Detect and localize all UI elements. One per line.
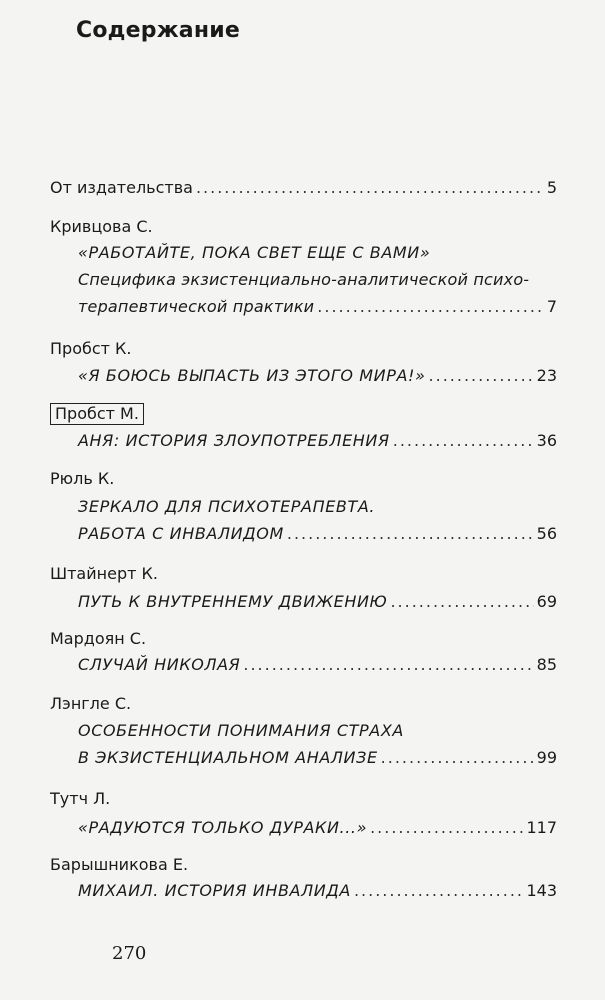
entry-title: терапевтической практики <box>78 297 315 316</box>
page-number: 69 <box>536 592 557 611</box>
toc-entry-ruhl[interactable] <box>78 524 557 544</box>
author-name: Тутч Л. <box>50 789 111 808</box>
entry-title: АНЯ: ИСТОРИЯ ЗЛОУПОТРЕБЛЕНИЯ <box>78 431 390 450</box>
toc-author <box>50 694 131 714</box>
entry-title: «РАДУЮТСЯ ТОЛЬКО ДУРАКИ...» <box>78 818 368 837</box>
toc-title-line <box>78 497 375 517</box>
leader-dots <box>393 431 534 451</box>
page-number: 7 <box>546 297 557 316</box>
toc-entry-steinert[interactable] <box>78 592 557 612</box>
page-number-folio: 270 <box>112 943 147 964</box>
toc-entry-langle[interactable] <box>78 748 557 768</box>
entry-title: ОСОБЕННОСТИ ПОНИМАНИЯ СТРАХА <box>78 721 404 740</box>
entry-title: В ЭКЗИСТЕНЦИАЛЬНОМ АНАЛИЗЕ <box>78 748 378 767</box>
toc-title-line <box>78 270 529 290</box>
toc-author <box>50 855 188 875</box>
toc-entry-krivtsova[interactable] <box>78 297 557 317</box>
author-name: Рюль К. <box>50 469 115 488</box>
entry-title: МИХАИЛ. ИСТОРИЯ ИНВАЛИДА <box>78 881 351 900</box>
author-name: Барышникова Е. <box>50 855 189 874</box>
author-name: Кривцова С. <box>50 217 153 236</box>
toc-entry-tutsch[interactable] <box>78 818 557 838</box>
entry-title: «РАБОТАЙТЕ, ПОКА СВЕТ ЕЩЕ С ВАМИ» <box>78 243 431 262</box>
entry-title: «Я БОЮСЬ ВЫПАСТЬ ИЗ ЭТОГО МИРА!» <box>78 366 426 385</box>
author-name: Пробст М. <box>50 403 144 425</box>
leader-dots <box>196 178 544 198</box>
toc-author <box>50 564 158 584</box>
leader-dots <box>287 524 534 544</box>
page-number: 117 <box>526 818 557 837</box>
toc-entry-publisher[interactable] <box>50 178 557 198</box>
entry-title: Специфика экзистенциально-аналитической психо- <box>78 270 530 289</box>
leader-dots <box>243 655 533 675</box>
toc-author <box>55 403 144 425</box>
leader-dots <box>317 297 544 317</box>
toc-title-line <box>78 721 404 741</box>
leader-dots <box>370 818 523 838</box>
page-number: 99 <box>536 748 557 767</box>
toc-entry-baryshnikova[interactable] <box>78 881 557 901</box>
author-name: Лэнгле С. <box>50 694 132 713</box>
page-number: 23 <box>536 366 557 385</box>
page-title: Содержание <box>76 18 240 43</box>
leader-dots <box>354 881 524 901</box>
author-name: Штайнерт К. <box>50 564 158 583</box>
leader-dots <box>429 366 534 386</box>
author-name: Пробст К. <box>50 339 132 358</box>
toc-author <box>50 339 132 359</box>
toc-entry-probst-k[interactable] <box>78 366 557 386</box>
page-number: 85 <box>536 655 557 674</box>
toc-author <box>50 789 110 809</box>
page-number: 36 <box>536 431 557 450</box>
leader-dots <box>381 748 534 768</box>
toc-title-line <box>78 243 430 263</box>
toc-author <box>50 217 153 237</box>
entry-title: СЛУЧАЙ НИКОЛАЯ <box>78 655 241 674</box>
toc-author <box>50 469 114 489</box>
author-name: Мардоян С. <box>50 629 147 648</box>
toc-entry-mardoyan[interactable] <box>78 655 557 675</box>
leader-dots <box>390 592 533 612</box>
entry-title: ЗЕРКАЛО ДЛЯ ПСИХОТЕРАПЕВТА. <box>78 497 376 516</box>
toc-author <box>50 629 146 649</box>
entry-title: От издательства <box>50 178 193 197</box>
toc-entry-probst-m[interactable] <box>78 431 557 451</box>
page-number: 143 <box>526 881 557 900</box>
entry-title: ПУТЬ К ВНУТРЕННЕМУ ДВИЖЕНИЮ <box>78 592 388 611</box>
page-number: 5 <box>546 178 557 197</box>
page-number: 56 <box>536 524 557 543</box>
entry-title: РАБОТА С ИНВАЛИДОМ <box>78 524 284 543</box>
